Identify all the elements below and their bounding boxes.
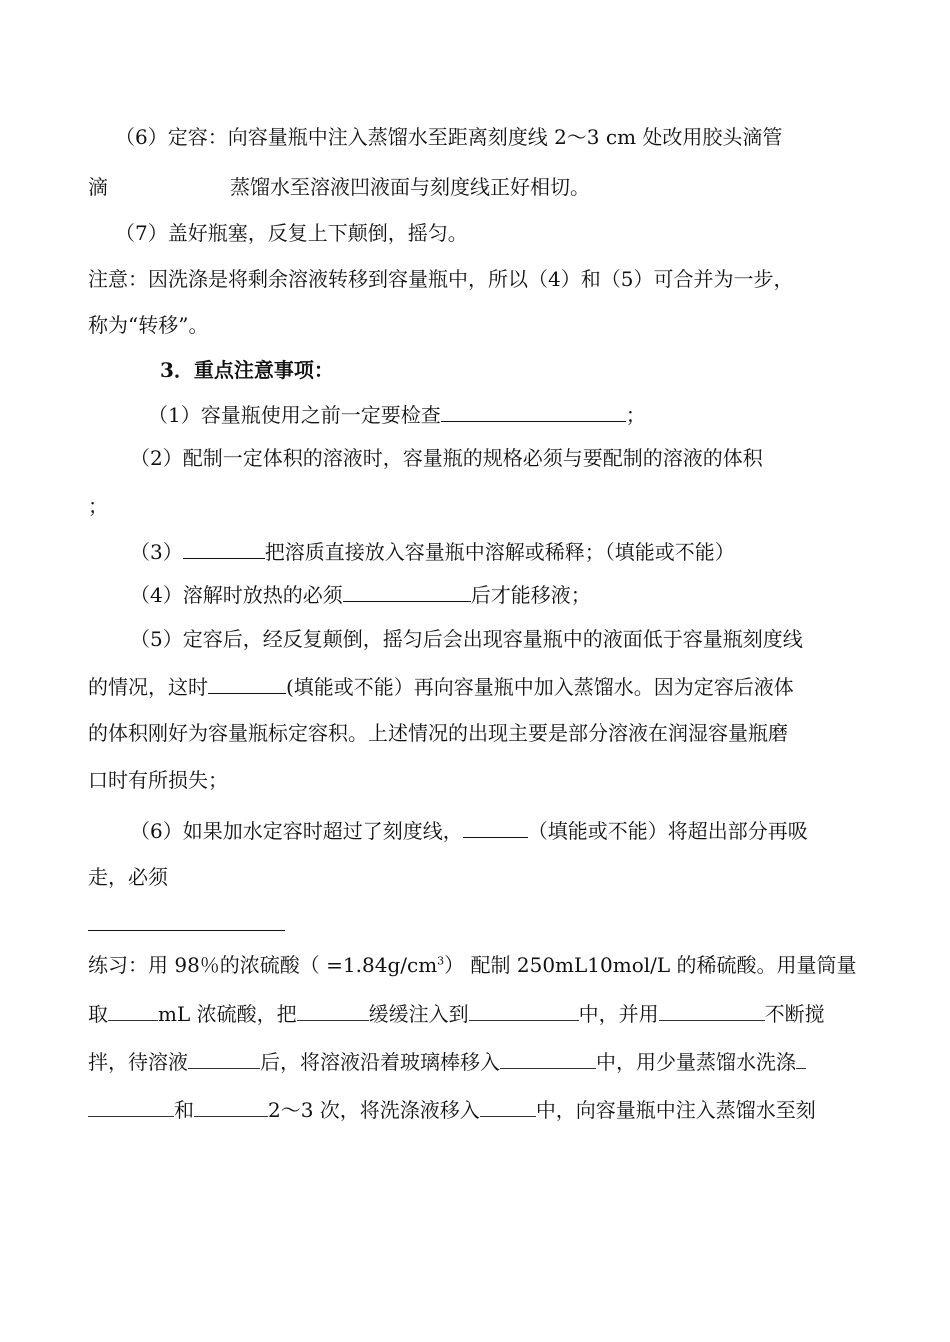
blank-p8[interactable] [194, 1096, 268, 1117]
practice-text: 2～3 次，将洗涤液移入 [268, 1098, 480, 1122]
point-5-text-b: (填能或不能）再向容量瓶中加入蒸馏水。因为定容后液体 [286, 675, 794, 699]
para-step7: （7）盖好瓶塞，反复上下颠倒，摇匀。 [115, 221, 468, 245]
point-5-text-a: 的情况，这时 [88, 675, 208, 699]
blank-6b[interactable] [88, 930, 285, 931]
blank-4[interactable] [343, 581, 471, 602]
practice-text: 中，并用 [578, 1002, 659, 1026]
practice-text: 拌，待溶液 [88, 1050, 188, 1074]
point-1-end: ； [625, 403, 646, 427]
point-1-text: （1）容量瓶使用之前一定要检查 [148, 403, 441, 427]
blank-p3[interactable] [469, 1000, 579, 1021]
practice-text: 和 [174, 1098, 194, 1122]
point-3-label: （3） [130, 540, 183, 564]
blank-p7a[interactable] [796, 1048, 806, 1069]
point-4 [130, 581, 591, 608]
practice-text: mL 浓硫酸，把 [158, 1002, 297, 1026]
para-step6-cont-b: 蒸馏水至溶液凹液面与刻度线正好相切。 [230, 175, 590, 199]
blank-p4[interactable] [659, 1000, 765, 1021]
point-6-text-a: （6）如果加水定容时超过了刻度线， [130, 819, 463, 843]
para-step6-cont-a: 滴 [88, 175, 108, 199]
blank-5[interactable] [208, 673, 286, 694]
superscript-3: 3 [437, 954, 445, 968]
practice-line3 [88, 1048, 806, 1075]
point-5: （5）定容后，经反复颠倒，摇匀后会出现容量瓶中的液面低于容量瓶刻度线 [130, 627, 803, 651]
para-step6: （6）定容：向容量瓶中注入蒸馏水至距离刻度线 2～3 cm 处改用胶头滴管 [115, 125, 783, 149]
practice-text-a: 练习：用 98％的浓硫酸（ =1.84g/cm [88, 953, 438, 977]
practice-text: 缓缓注入到 [368, 1002, 469, 1026]
section-heading: 3．重点注意事项： [160, 358, 334, 382]
point-5-line2 [88, 673, 794, 700]
point-2: （2）配制一定体积的溶液时，容量瓶的规格必须与要配制的溶液的体积 [130, 446, 763, 470]
blank-3[interactable] [183, 538, 265, 559]
practice-line2 [88, 1000, 825, 1027]
blank-p1[interactable] [108, 1000, 158, 1021]
practice-text: 后，将溶液沿着玻璃棒移入 [260, 1050, 500, 1074]
point-4-text: （4）溶解时放热的必须 [130, 583, 343, 607]
blank-p9[interactable] [480, 1096, 536, 1117]
practice-text-b: ） 配制 250mL10mol/L 的稀硫酸。用量筒量 [444, 953, 857, 977]
point-2-end: ； [88, 494, 108, 518]
blank-p5[interactable] [188, 1048, 260, 1069]
point-6-line2: 走，必须 [88, 865, 168, 889]
practice-line4 [88, 1096, 816, 1123]
practice-text: 不断搅 [764, 1002, 825, 1026]
point-6-text-b: （填能或不能）将超出部分再吸 [527, 819, 808, 843]
para-note-cont: 称为“转移”。 [88, 313, 209, 337]
blank-p7b[interactable] [88, 1096, 174, 1117]
blank-p6[interactable] [500, 1048, 596, 1069]
practice-text: 取 [88, 1002, 108, 1026]
practice-text: 中，用少量蒸馏水洗涤 [596, 1050, 796, 1074]
para-note: 注意：因洗涤是将剩余溶液转移到容量瓶中，所以（4）和（5）可合并为一步， [88, 267, 794, 291]
practice-line1 [88, 952, 857, 978]
point-4-end: 后才能移液； [470, 583, 591, 607]
point-3-text: 把溶质直接放入容量瓶中溶解或稀释；（填能或不能） [264, 540, 735, 564]
point-5-line3: 的体积刚好为容量瓶标定容积。上述情况的出现主要是部分溶液在润湿容量瓶磨 [88, 721, 788, 745]
point-3 [130, 538, 735, 565]
point-6 [130, 817, 808, 844]
blank-p2[interactable] [297, 1000, 369, 1021]
point-5-line4: 口时有所损失； [88, 768, 228, 792]
blank-1[interactable] [441, 401, 626, 422]
blank-6[interactable] [463, 817, 528, 838]
point-1 [148, 401, 646, 428]
practice-text: 中，向容量瓶中注入蒸馏水至刻 [535, 1098, 816, 1122]
